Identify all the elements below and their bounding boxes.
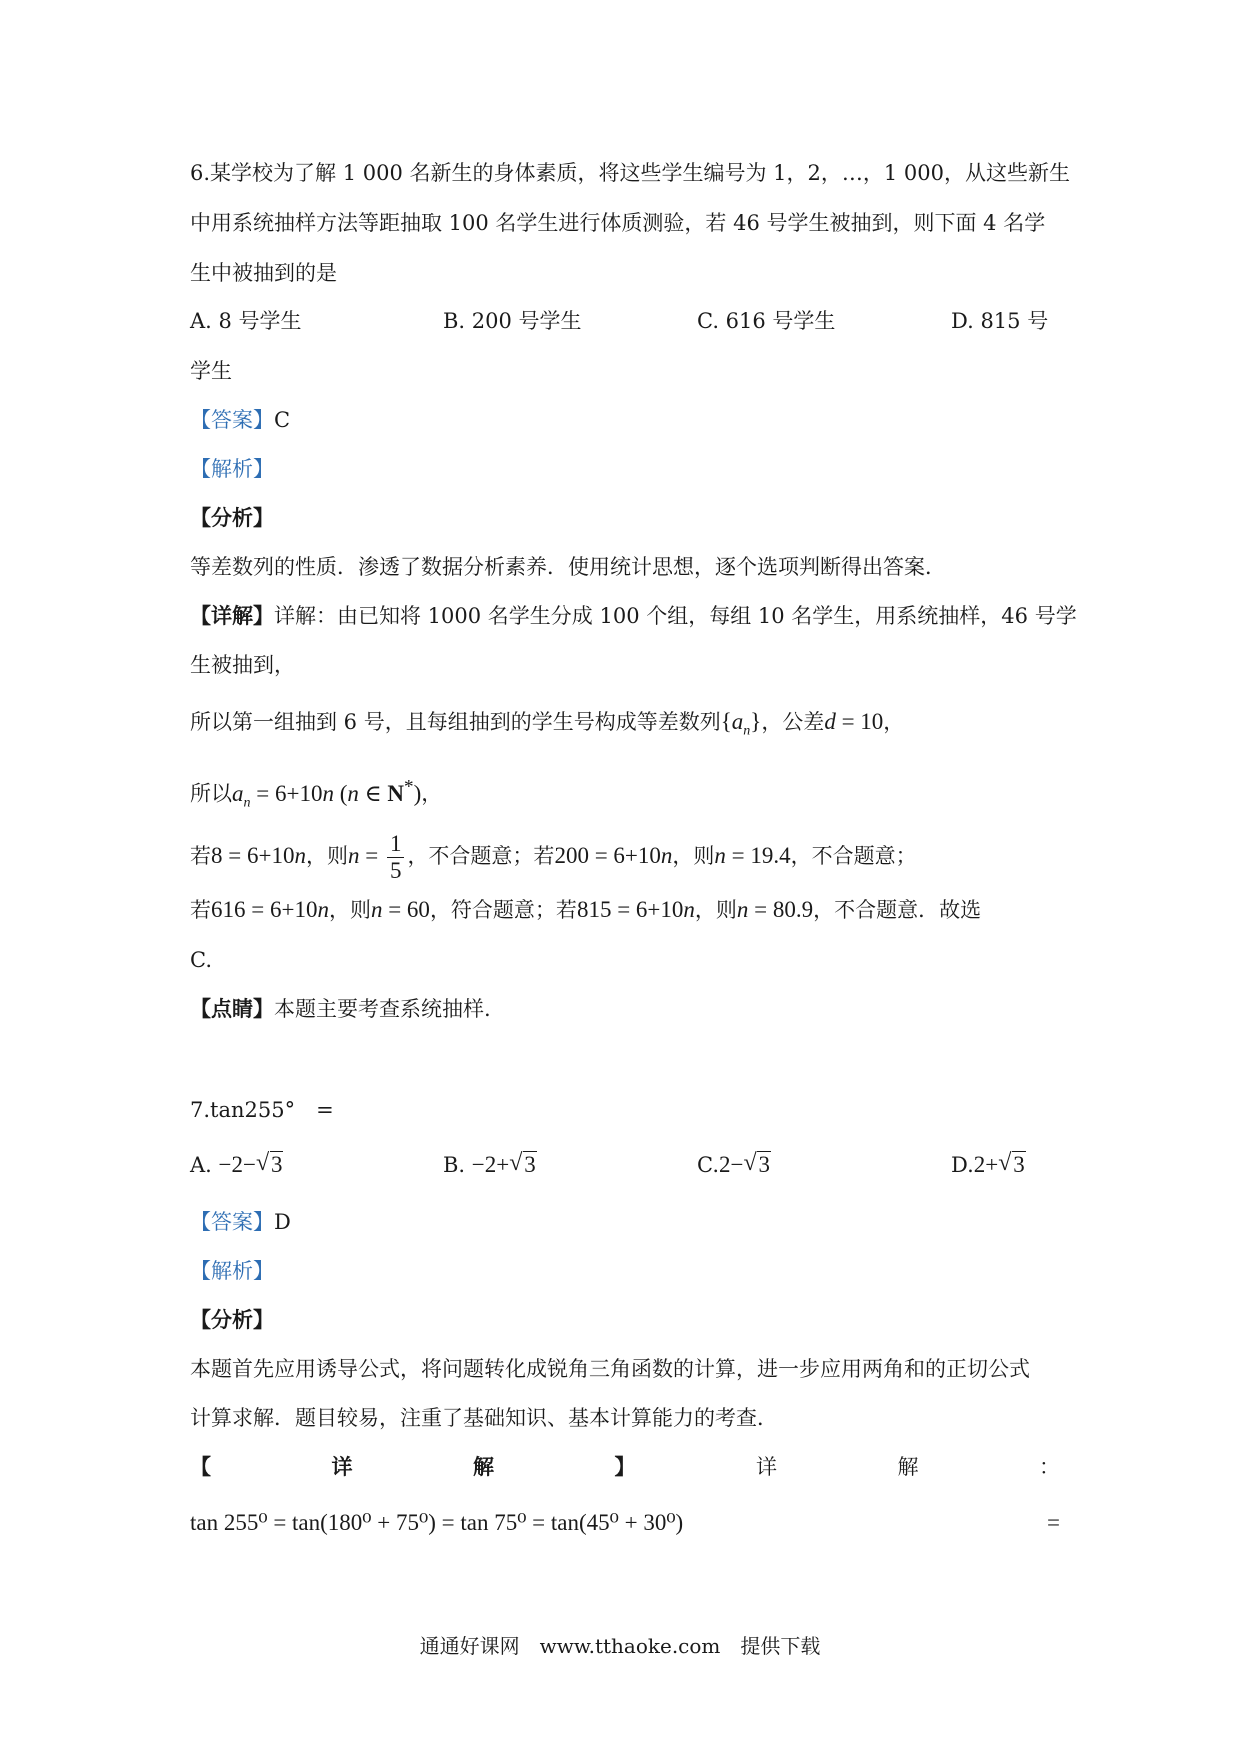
math-eq-8: 8 = 6+10n	[211, 843, 306, 868]
q6-case2-a: 若	[190, 898, 211, 922]
q7-answer: D	[274, 1210, 291, 1234]
answer-tag: 【答案】	[190, 1210, 274, 1234]
q6-case-wrap: C.	[190, 948, 212, 972]
q7-option-c-label: C.	[697, 1153, 719, 1177]
q6-stem-line-1: 6.某学校为了解 1 000 名新生的身体素质，将这些学生编号为 1，2，…，1 000，从这些新生	[190, 161, 1071, 185]
q6-answer: C	[274, 408, 291, 432]
q6-seq-text-b: ，公差	[761, 710, 825, 734]
page-footer: 通通好课网 www.tthaoke.com 提供下载	[419, 1634, 821, 1658]
q6-case1-e: ，不合题意；	[790, 844, 917, 868]
sqrt-icon	[998, 1150, 1026, 1180]
q6-general-term-line	[190, 772, 442, 818]
math-eq-815: 815 = 6+10n	[576, 897, 695, 922]
answer-tag: 【答案】	[190, 408, 274, 432]
q6-dianjing-line	[190, 994, 491, 1024]
q7-option-a	[190, 1150, 283, 1180]
q6-xiangjie-line-2: 生被抽到，	[190, 653, 295, 677]
q6-answer-line	[190, 405, 290, 435]
q7-final-equation-line	[190, 1508, 1060, 1538]
q7-option-a-radicand: 3	[270, 1152, 283, 1177]
math-n-60: n = 60	[370, 897, 430, 922]
dianjing-tag: 【点睛】	[190, 996, 274, 1021]
q7-fenxi-tag: 【分析】	[190, 1307, 274, 1332]
q6-dianjing-text: 本题主要考查系统抽样.	[274, 997, 491, 1021]
q6-case-line-1	[190, 826, 917, 886]
math-n-19-4: n = 19.4	[714, 843, 791, 868]
q6-option-d: D. 815 号	[951, 309, 1049, 333]
q6-jiexi-tag: 【解析】	[190, 457, 274, 481]
sqrt-icon	[256, 1150, 284, 1180]
q6-option-d-wrap: 学生	[190, 359, 232, 383]
xiangjie-tag: 【详解】	[190, 603, 274, 628]
q6-case2-b: ，则	[328, 898, 371, 922]
q6-case2-c: ，符合题意；若	[429, 898, 577, 922]
spread-char: 【	[190, 1454, 211, 1479]
q7-option-d-label: D.	[951, 1153, 974, 1177]
q6-seq-text-a: 所以第一组抽到 6 号，且每组抽到的学生号构成等差数列	[190, 710, 721, 734]
q7-final-equation: tan 255⁰ = tan(180⁰ + 75⁰) = tan 75⁰ = tan(45⁰ + 30⁰)	[190, 1510, 684, 1535]
q6-an-text-a: 所以	[190, 781, 232, 806]
math-seq: $\{a_n\}$	[720, 709, 762, 739]
sqrt-icon	[743, 1150, 771, 1180]
q7-jiexi-tag: 【解析】	[190, 1259, 274, 1283]
q6-stem-line-3: 生中被抽到的是	[190, 261, 337, 285]
q7-option-d-radicand: 3	[1013, 1152, 1025, 1177]
math-eq-616: 616 = 6+10n	[211, 897, 329, 922]
q7-option-c	[697, 1150, 771, 1180]
q7-final-equation-tail: =	[1047, 1510, 1060, 1535]
q7-option-a-label: A.	[190, 1153, 212, 1177]
spread-char: 解	[473, 1454, 494, 1479]
q6-stem-line-2: 中用系统抽样方法等距抽取 100 名学生进行体质测验，若 46 号学生被抽到，则下面 4 名学	[190, 211, 1046, 235]
q7-stem: 7.tan255° =	[190, 1098, 334, 1122]
q6-case2-e: ，不合题意．故选	[813, 898, 982, 922]
spread-char: 详	[331, 1454, 353, 1479]
math-eq-200: 200 = 6+10n	[554, 843, 673, 868]
spread-char: ：	[1039, 1455, 1060, 1479]
q6-xiangjie-text-1: 详解：由已知将 1000 名学生分成 100 个组，每组 10 名学生，用系统抽样，46 号学	[274, 604, 1077, 628]
math-general-term: $a_n = 6+10n$ (n ∈ N*)	[232, 776, 422, 811]
q7-option-b-radicand: 3	[524, 1152, 536, 1177]
q6-case2-d: ，则	[694, 898, 737, 922]
q7-fenxi-line-2: 计算求解．题目较易，注重了基础知识、基本计算能力的考查．	[190, 1406, 778, 1430]
spread-char: 详	[756, 1455, 777, 1479]
q7-answer-line	[190, 1207, 291, 1237]
math-n-fifth: n = $\frac{1}{5}$	[348, 843, 407, 868]
q6-xiangjie-line-1	[190, 601, 1077, 631]
q6-fenxi-tag: 【分析】	[190, 505, 274, 530]
q6-case1-c: ，不合题意；若	[407, 844, 555, 868]
q6-case1-d: ，则	[672, 844, 715, 868]
fraction: $\frac{1}{5}$	[387, 831, 405, 884]
q7-option-b	[443, 1150, 537, 1180]
q6-an-text-b: ，	[421, 781, 443, 806]
math-common-difference: d = 10	[824, 709, 884, 734]
q7-option-d	[951, 1150, 1026, 1180]
q6-sequence-line: 所以第一组抽到 6 号，且每组抽到的学生号构成等差数列$\{a_n\}$，公差d = 10，	[190, 709, 905, 739]
math-n-80-9: n = 80.9	[736, 897, 814, 922]
q7-option-c-radicand: 3	[758, 1152, 770, 1177]
spread-char: 】	[614, 1454, 636, 1479]
q6-case1-a: 若	[190, 844, 211, 868]
q6-option-b: B. 200 号学生	[443, 309, 582, 333]
q7-fenxi-line-1: 本题首先应用诱导公式，将问题转化成锐角三角函数的计算，进一步应用两角和的正切公式	[190, 1357, 1030, 1381]
q7-option-b-expr: −2+	[471, 1152, 510, 1177]
q7-option-b-label: B.	[443, 1153, 466, 1177]
spread-char: 解	[897, 1455, 919, 1479]
q7-option-d-expr: 2+	[973, 1152, 999, 1177]
q6-fenxi-text: 等差数列的性质．渗透了数据分析素养．使用统计思想，逐个选项判断得出答案．	[190, 555, 946, 579]
q6-case1-b: ，则	[305, 844, 348, 868]
q6-case-line-2	[190, 895, 981, 925]
q7-option-c-expr: 2−	[719, 1152, 744, 1177]
q6-option-c: C. 616 号学生	[697, 309, 836, 333]
q7-xiangjie-spread	[190, 1452, 1060, 1482]
q7-option-a-expr: −2−	[218, 1152, 256, 1177]
sqrt-icon	[509, 1150, 537, 1180]
q6-option-a: A. 8 号学生	[190, 309, 302, 333]
